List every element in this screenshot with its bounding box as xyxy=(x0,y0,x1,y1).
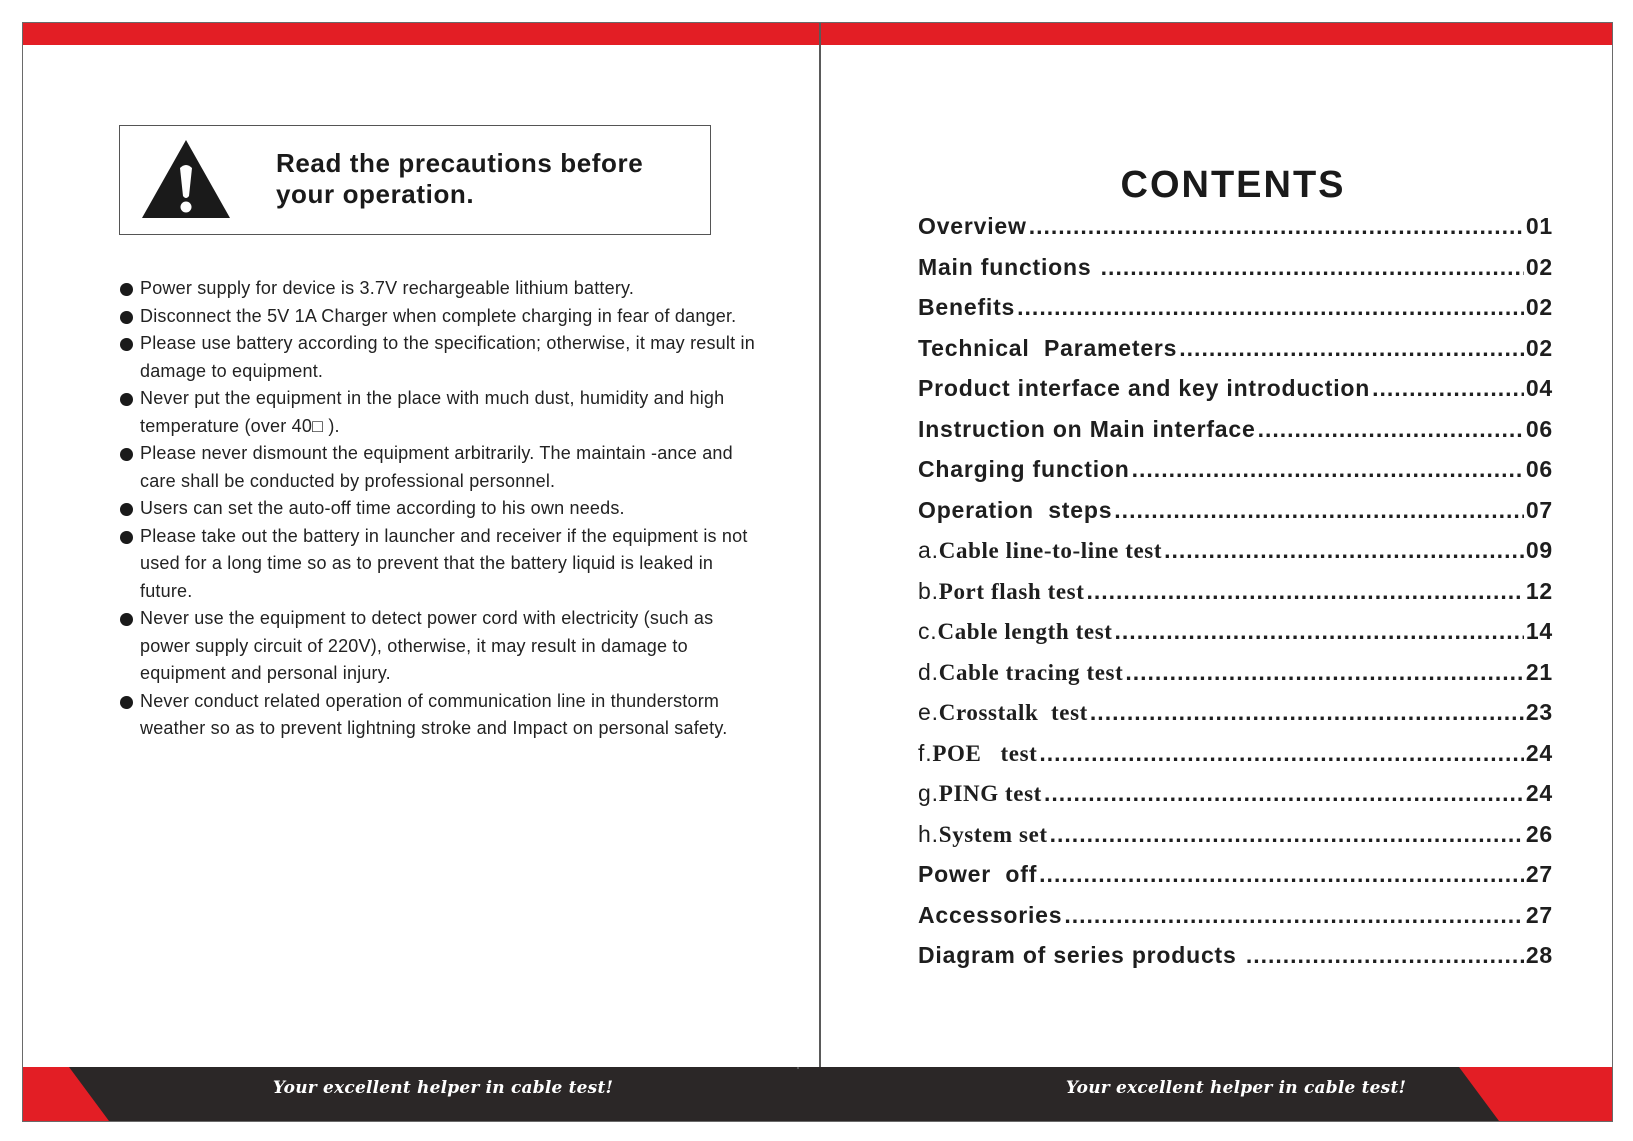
toc-entry-text: Cable length test xyxy=(937,619,1113,644)
toc-entry-prefix: g. xyxy=(918,780,939,806)
warning-title xyxy=(276,148,696,210)
toc-entry xyxy=(918,578,1553,619)
manual-spread xyxy=(22,22,1613,1122)
toc-leader-dots xyxy=(1115,618,1524,645)
toc-page-number: 12 xyxy=(1525,577,1553,604)
toc-entry xyxy=(918,942,1553,983)
toc-page-number: 02 xyxy=(1525,253,1553,280)
toc-leader-dots xyxy=(1246,942,1524,969)
toc-entry-label xyxy=(918,659,1123,686)
toc-entry xyxy=(918,537,1553,578)
toc-leader-dots xyxy=(1039,740,1523,767)
toc-entry-text: System set xyxy=(938,821,1048,847)
toc-entry xyxy=(918,861,1553,902)
toc-page-number: 01 xyxy=(1525,213,1553,239)
warning-title-line1: Read the precautions before xyxy=(276,148,644,178)
toc-leader-dots xyxy=(1017,294,1524,321)
toc-entry xyxy=(918,821,1553,862)
toc-entry-label: Benefits xyxy=(918,294,1016,320)
toc-entry-label: Power off xyxy=(918,861,1038,887)
toc-entry-prefix: c. xyxy=(918,618,938,644)
toc-entry-label: Accessories xyxy=(918,901,1063,928)
toc-entry-label: Main functions xyxy=(918,253,1099,280)
precaution-item: Never conduct related operation of communication line in thunderstorm weather so as to prevent lightning stroke and Impact on personal safety. xyxy=(119,688,759,743)
toc-page-number: 26 xyxy=(1525,820,1553,847)
toc-page-number: 21 xyxy=(1525,658,1553,685)
toc-entry xyxy=(918,902,1553,943)
precaution-item: Please never dismount the equipment arbitrarily. The maintain -ance and care shall be conducted by professional personnel. xyxy=(119,440,759,495)
toc-entry xyxy=(918,659,1553,700)
toc-entry-label xyxy=(918,821,1048,848)
toc-entry-label xyxy=(918,780,1042,807)
precaution-item: Never use the equipment to detect power cord with electricity (such as power supply circuit of 220V), otherwise, it may result in damage to equipment and personal injury. xyxy=(119,605,759,688)
toc-entry xyxy=(918,254,1553,295)
toc-entry-text: Port flash test xyxy=(938,578,1085,604)
footer-tagline-right: Your excellent helper in cable test! xyxy=(1065,1078,1407,1098)
toc-entry-label xyxy=(918,537,1162,564)
toc-entry-text: PING test xyxy=(938,781,1042,806)
toc-entry xyxy=(918,416,1553,457)
toc-entry xyxy=(918,456,1553,497)
toc-page-number: 27 xyxy=(1525,861,1553,887)
toc-entry xyxy=(918,335,1553,376)
precautions-list xyxy=(119,275,759,743)
toc-entry-text: Crosstalk test xyxy=(938,700,1088,725)
toc-entry xyxy=(918,740,1553,781)
toc-page-number: 14 xyxy=(1525,618,1553,644)
toc-entry-label: Instruction on Main interface xyxy=(918,415,1256,442)
toc-leader-dots xyxy=(1086,578,1523,605)
toc-leader-dots xyxy=(1258,416,1524,443)
toc-entry xyxy=(918,618,1553,659)
toc-entry-prefix: f. xyxy=(918,739,933,766)
warning-triangle-icon xyxy=(140,138,232,222)
toc-page-number: 06 xyxy=(1525,415,1553,442)
toc-leader-dots xyxy=(1050,821,1524,848)
toc-entry-label: Overview xyxy=(918,213,1027,239)
toc-entry xyxy=(918,699,1553,740)
toc-page-number: 04 xyxy=(1525,375,1553,401)
precaution-item: Users can set the auto-off time according to his own needs. xyxy=(119,495,759,523)
toc-page-number: 24 xyxy=(1525,739,1553,766)
toc-entry-text: POE test xyxy=(932,740,1038,766)
toc-entry xyxy=(918,497,1553,538)
toc-leader-dots xyxy=(1044,780,1524,807)
toc-leader-dots xyxy=(1029,213,1524,240)
toc-page-number: 09 xyxy=(1525,537,1553,563)
toc-entry-prefix: d. xyxy=(918,658,939,685)
precaution-item: Please take out the battery in launcher and receiver if the equipment is not used for a long time so as to prevent that the battery liquid is leaked in future. xyxy=(119,523,759,606)
toc-leader-dots xyxy=(1039,861,1524,888)
toc-entry-label: Charging function xyxy=(918,456,1130,482)
toc-entry-prefix: a. xyxy=(918,537,939,563)
toc-entry-label xyxy=(918,740,1037,767)
toc-entry-label: Operation steps xyxy=(918,496,1113,523)
toc-page-number: 07 xyxy=(1525,496,1553,523)
precaution-item: Disconnect the 5V 1A Charger when complete charging in fear of danger. xyxy=(119,303,759,331)
toc-entry-label xyxy=(918,699,1088,726)
warning-title-line2: your operation. xyxy=(276,179,475,209)
toc-leader-dots xyxy=(1125,659,1523,686)
toc-leader-dots xyxy=(1114,497,1524,524)
toc-entry-text: Cable line-to-line test xyxy=(938,538,1163,563)
toc-page-number: 02 xyxy=(1525,334,1553,361)
toc-leader-dots xyxy=(1132,456,1524,483)
toc-leader-dots xyxy=(1064,902,1523,929)
footer-band xyxy=(23,1067,1612,1121)
table-of-contents xyxy=(918,213,1553,983)
precaution-item: Never put the equipment in the place with much dust, humidity and high temperature (over 40□ ). xyxy=(119,385,759,440)
toc-entry-text: Cable tracing test xyxy=(938,659,1124,685)
toc-leader-dots xyxy=(1179,335,1524,362)
toc-leader-dots xyxy=(1090,699,1524,726)
precaution-item: Power supply for device is 3.7V rechargeable lithium battery. xyxy=(119,275,759,303)
toc-leader-dots xyxy=(1372,375,1524,402)
toc-entry-prefix: e. xyxy=(918,699,939,725)
toc-page-number: 06 xyxy=(1525,456,1553,482)
toc-entry xyxy=(918,780,1553,821)
toc-page-number: 24 xyxy=(1525,780,1553,806)
page-divider xyxy=(819,23,821,1071)
top-red-bar xyxy=(23,23,1612,45)
footer-tagline-left: Your excellent helper in cable test! xyxy=(272,1078,614,1098)
toc-leader-dots xyxy=(1164,537,1524,564)
toc-entry-prefix: b. xyxy=(918,577,939,604)
toc-entry-label: Product interface and key introduction xyxy=(918,375,1371,401)
toc-page-number: 28 xyxy=(1525,942,1553,968)
toc-page-number: 23 xyxy=(1525,699,1553,725)
toc-page-number: 27 xyxy=(1525,901,1553,928)
precaution-item: Please use battery according to the specification; otherwise, it may result in damage to equipment. xyxy=(119,330,759,385)
toc-entry xyxy=(918,375,1553,416)
toc-entry xyxy=(918,213,1553,254)
toc-leader-dots xyxy=(1101,254,1524,281)
toc-entry-label: Technical Parameters xyxy=(918,334,1178,361)
warning-box xyxy=(119,125,711,235)
toc-entry xyxy=(918,294,1553,335)
toc-page-number: 02 xyxy=(1525,294,1553,320)
toc-entry-prefix: h. xyxy=(918,820,939,847)
toc-entry-label xyxy=(918,578,1084,605)
toc-entry-label xyxy=(918,618,1113,645)
contents-title: CONTENTS xyxy=(1120,164,1346,206)
toc-entry-label: Diagram of series products xyxy=(918,942,1244,968)
